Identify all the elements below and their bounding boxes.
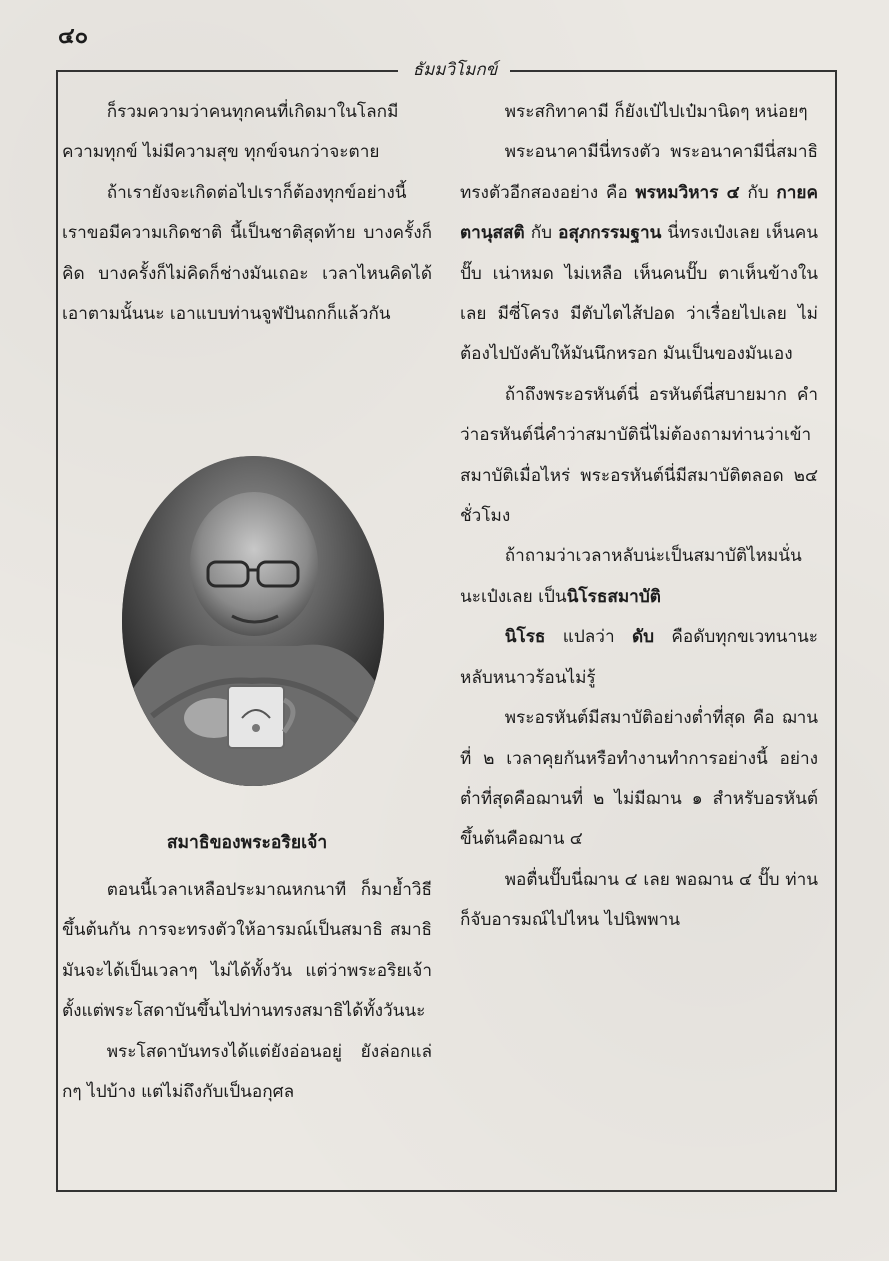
paragraph: ถ้าถึงพระอรหันต์นี่ อรหันต์นี่สบายมาก คำว่าอรหันต์นี่คำว่าสมาบัตินี่ไม่ต้องถามท่านว่าเข้าสมาบัติเมื่อไหร่ พระอรหันต์นี่มีสมาบัติตลอด ๒๔ ชั่วโมง <box>460 384 818 527</box>
left-column-top <box>62 92 432 334</box>
paragraph: พระสกิทาคามี ก็ยังเป๋ไปเป๋มานิดๆ หน่อยๆ <box>504 102 808 122</box>
monk-portrait-photo <box>122 456 384 786</box>
paragraph: พระอรหันต์มีสมาบัติอย่างต่ำที่สุด คือ ฌานที่ ๒ เวลาคุยกันหรือทำงานทำการอย่างนี้ อย่างต่ำที่สุดคือฌานที่ ๒ ไม่มีฌาน ๑ สำหรับอรหันต์ ขึ้นต้นคือฌาน ๔ <box>460 708 818 850</box>
bold-term: ดับ <box>631 627 655 648</box>
bold-term: พรหมวิหาร ๔ <box>635 182 740 203</box>
text-run: กับ <box>524 223 559 244</box>
text-run: กับ <box>739 182 777 203</box>
left-column-bottom <box>62 870 432 1112</box>
paragraph: พอตื่นปั๊บนี่ฌาน ๔ เลย พอฌาน ๔ ปั๊บ ท่านก็จับอารมณ์ไปไหน ไปนิพพาน <box>460 869 818 931</box>
text-run: แปลว่า <box>545 627 632 648</box>
page-number: ๔๐ <box>58 24 89 49</box>
bold-term: อสุภกรรมฐาน <box>558 223 662 244</box>
right-column <box>460 92 818 941</box>
paragraph: ตอนนี้เวลาเหลือประมาณหกนาที ก็มาย้ำวิธีขึ้นต้นกัน การจะทรงตัวให้อารมณ์เป็นสมาธิ สมาธิมันจะได้เป็นเวลาๆ ไม่ได้ทั้งวัน แต่ว่าพระอริยเจ้าตั้งแต่พระโสดาบันขึ้นไปท่านทรงสมาธิได้ทั้งวันนะ <box>62 880 432 1022</box>
paragraph <box>460 132 818 374</box>
text-run: ถ้าถามว่าเวลาหลับน่ะเป็นสมาบัติไหมนั่นนะเป๋งเลย เป็น <box>460 546 802 607</box>
paragraph: ถ้าเรายังจะเกิดต่อไปเราก็ต้องทุกข์อย่างนี้ เราขอมีความเกิดชาติ นี้เป็นชาติสุดท้าย บางครั้งก็คิด บางครั้งก็ไม่คิดก็ช่างมันเถอะ เวลาไหนคิดได้เอาตามนั้นนะ เอาแบบท่านจูฬปันถกก็แล้วกัน <box>62 182 432 325</box>
running-head: ธัมมวิโมกข์ <box>412 60 498 80</box>
text-run: พระอนาคามีนี่ทรงตัว พระอนาคามีนี่สมาธิทรงตัวอีกสองอย่าง คือ <box>460 142 818 203</box>
bold-term: นิโรธ <box>504 627 546 648</box>
paragraph: ก็รวมความว่าคนทุกคนที่เกิดมาในโลกมีความทุกข์ ไม่มีความสุข ทุกข์จนกว่าจะตาย <box>62 102 399 163</box>
paragraph <box>460 536 818 617</box>
section-title: สมาธิของพระอริยเจ้า <box>166 833 328 853</box>
bold-term: กายคตานุสสติ <box>460 182 818 244</box>
text-run: คือดับทุกขเวทนานะ หลับหนาวร้อนไม่รู้ <box>460 627 818 688</box>
paragraph: พระโสดาบันทรงได้แต่ยังอ่อนอยู่ ยังล่อกแล่กๆ ไปบ้าง แต่ไม่ถึงกับเป็นอกุศล <box>62 1041 432 1103</box>
text-run: นี่ทรงเป๋งเลย เห็นคนปั๊บ เน่าหมด ไม่เหลือ เห็นคนปั๊บ ตาเห็นข้างในเลย มีซี่โครง มีตับไตไส้ปอด ว่าเรื่อยไปเลย ไม่ต้องไปบังคับให้มันนึกหรอก มันเป็นของมันเอง <box>460 223 818 365</box>
paragraph <box>460 617 818 698</box>
bold-term: นิโรธสมาบัติ <box>566 586 661 607</box>
